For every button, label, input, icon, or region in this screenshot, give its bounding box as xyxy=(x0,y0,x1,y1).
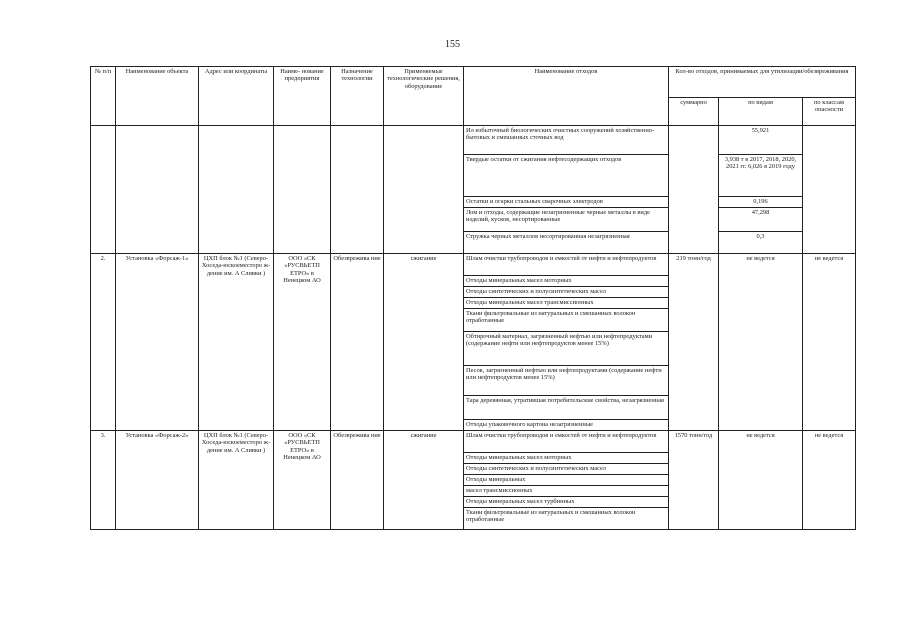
waste-name: Отходы минеральных xyxy=(464,475,669,486)
technology-solution: сжигание xyxy=(384,254,464,431)
waste-name: Остатки и огарки стальных сварочных электродов xyxy=(464,197,669,208)
object-name: Установка «Форсаж-2» xyxy=(116,431,199,530)
waste-name: Ил избыточный биологических очистных сооружений хозяйственно-бытовых и смешанных сточных вод xyxy=(464,126,669,155)
amount-by-type: 47,298 xyxy=(719,208,803,232)
waste-name: Песок, загрязненный нефтью или нефтепродуктами (содержание нефти или нефтепродуктов менее 15%) xyxy=(464,366,669,396)
waste-name: Отходы упаковочного картона незагрязненные xyxy=(464,420,669,431)
amount-total: 1570 тонн/год xyxy=(669,431,719,530)
object-name: Установка «Форсаж-1» xyxy=(116,254,199,431)
row-number: 3. xyxy=(91,431,116,530)
waste-name: Отходы минеральных масел турбинных xyxy=(464,497,669,508)
table-row xyxy=(91,254,856,276)
waste-name: Отходы синтетических и полусинтетических масел xyxy=(464,464,669,475)
table-row xyxy=(91,431,856,453)
amount-by-type: 55,921 xyxy=(719,126,803,155)
header-enterprise: Наиме- нование предприятия xyxy=(274,67,331,126)
waste-name: масел трансмиссионных xyxy=(464,486,669,497)
object-address: ЦХП блок №1 (Северо-Хоседа-юскоеместоро ж-дение им. А Сливки ) xyxy=(199,431,274,530)
amount-by-type: не ведется xyxy=(719,431,803,530)
amount-by-type: 0,196 xyxy=(719,197,803,208)
waste-name: Шлам очистки трубопроводов и емкостей от нефти и нефтепродуктов xyxy=(464,254,669,276)
header-object: Наименование объекта xyxy=(116,67,199,126)
waste-name: Отходы синтетических и полусинтетических масел xyxy=(464,287,669,298)
amount-by-type: 3,938 т в 2017, 2018, 2020, 2021 гг. 6,026 в 2019 году xyxy=(719,155,803,197)
waste-name: Тара деревянная, утратившая потребительские свойства, незагрязненная xyxy=(464,396,669,420)
header-by-class: по классам опасности xyxy=(803,98,856,126)
header-by-type: по видам xyxy=(719,98,803,126)
waste-name: Отходы минеральных масел моторных xyxy=(464,276,669,287)
amount-by-type: не ведется xyxy=(719,254,803,431)
row-number: 2. xyxy=(91,254,116,431)
amount-by-type: 0,3 xyxy=(719,232,803,254)
header-num: № п/п xyxy=(91,67,116,126)
waste-name: Ткани фильтровальные из натуральных и смешанных волокон отработанные xyxy=(464,309,669,332)
technology-solution: сжигание xyxy=(384,431,464,530)
waste-name: Отходы минеральных масел моторных xyxy=(464,453,669,464)
header-address: Адрес или координаты xyxy=(199,67,274,126)
header-purpose: Назначение технологии xyxy=(331,67,384,126)
object-address: ЦХП блок №1 (Северо-Хоседа-юскоеместоро ж-дение им. А Сливки ) xyxy=(199,254,274,431)
enterprise-name: ООО «СК «РУСВЬЕТП ЕТРО» в Ненецком АО xyxy=(274,431,331,530)
table-row xyxy=(91,126,856,155)
waste-name: Твердые остатки от сжигания нефтесодержащих отходов xyxy=(464,155,669,197)
header-amount: Кол-во отходов, принимаемых для утилизации/обезвреживания xyxy=(669,67,856,98)
waste-name: Ткани фильтровальные из натуральных и смешанных волокон отработанные xyxy=(464,508,669,530)
technology-purpose: Обезврежива ние xyxy=(331,431,384,530)
waste-name: Стружка черных металлов несортированная незагрязненная xyxy=(464,232,669,254)
amount-by-class: не ведется xyxy=(803,254,856,431)
header-tech: Применяемые технологические решения, оборудование xyxy=(384,67,464,126)
waste-name: Отходы минеральных масел трансмиссионных xyxy=(464,298,669,309)
waste-name: Шлам очистки трубопроводов и емкостей от нефти и нефтепродуктов xyxy=(464,431,669,453)
enterprise-name: ООО «СК «РУСВЬЕТП ЕТРО» в Ненецком АО xyxy=(274,254,331,431)
header-total: суммарно xyxy=(669,98,719,126)
header-waste-name: Наименование отходов xyxy=(464,67,669,126)
amount-by-class: не ведется xyxy=(803,431,856,530)
page-number: 155 xyxy=(445,39,460,50)
waste-name: Обтирочный материал, загрязненный нефтью или нефтепродуктами (содержание нефти или нефтепродуктов менее 15%) xyxy=(464,332,669,366)
waste-name: Лом и отходы, содержащие незагрязненные черные металлы в виде изделий, кусков, несортированные xyxy=(464,208,669,232)
waste-facilities-table xyxy=(90,66,856,530)
technology-purpose: Обезврежива ние xyxy=(331,254,384,431)
amount-total: 219 тонн/год xyxy=(669,254,719,431)
